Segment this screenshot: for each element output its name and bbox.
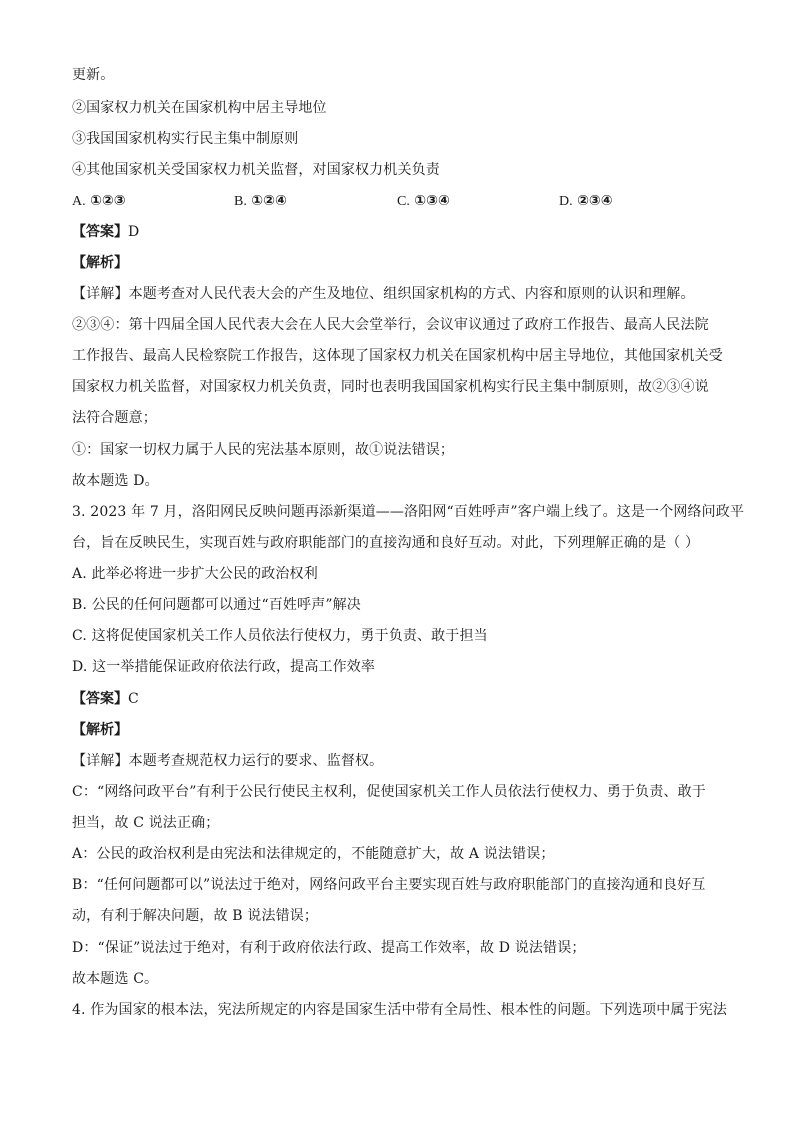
q3-detail-line: A：公民的政治权利是由宪法和法律规定的，不能随意扩大，故 A 说法错误； — [72, 846, 555, 862]
q3-detail-line: D：“保证”说法过于绝对，有利于政府依法行政、提高工作效率，故 D 说法错误； — [72, 940, 586, 956]
option-numbers: ①②③ — [90, 193, 126, 209]
q2-analysis-tag — [72, 253, 128, 273]
q2-options — [72, 191, 722, 211]
q2-detail-line: 工作报告、最高人民检察院工作报告，这体现了国家权力机关在国家机构中居主导地位，其他国家机关受 — [72, 348, 723, 364]
statement-4: ④其他国家机关受国家权力机关监督，对国家权力机关负责 — [72, 162, 440, 178]
q3-option-c[interactable]: C. 这将促使国家机关工作人员依法行使权力，勇于负责、敢于担当 — [72, 628, 488, 644]
option-letter: D. — [559, 194, 573, 209]
q3-detail-line: 担当，故 C 说法正确； — [72, 815, 220, 831]
answer-tag: 【答案】 — [72, 691, 128, 707]
q3-detail-line: 动，有利于解决问题，故 B 说法错误； — [72, 908, 319, 924]
q2-detail-line: ①：国家一切权力属于人民的宪法基本原则，故①说法错误； — [72, 442, 455, 458]
q2-detail-line: ②③④：第十四届全国人民代表大会在人民大会堂举行，会议审议通过了政府工作报告、最高人民法院 — [72, 317, 709, 333]
text-line: 更新。 — [72, 67, 115, 83]
q3-analysis-tag — [72, 720, 128, 740]
q3-stem: 3. 2023 年 7 月，洛阳网民反映问题再添新渠道——洛阳网“百姓呼声”客户端上线了。这是一个网络问政平 — [72, 504, 745, 520]
answer-value: C — [128, 691, 139, 707]
q3-option-d[interactable]: D. 这一举措能保证政府依法行政，提高工作效率 — [72, 659, 376, 675]
q2-option-b[interactable] — [234, 191, 287, 212]
q2-option-d[interactable] — [559, 191, 613, 212]
q2-detail-line: 国家权力机关监督，对国家权力机关负责，同时也表明我国国家机构实行民主集中制原则，故②③④说 — [72, 379, 709, 395]
q3-option-b[interactable]: B. 公民的任何问题都可以通过“百姓呼声”解决 — [72, 597, 361, 613]
statement-2: ②国家权力机关在国家机构中居主导地位 — [72, 100, 327, 116]
q4-stem: 4. 作为国家的根本法，宪法所规定的内容是国家生活中带有全局性、根本性的问题。下列选项中属于宪法 — [72, 1002, 728, 1018]
q2-answer — [72, 222, 139, 242]
q3-detail-line: B：“任何问题都可以”说法过于绝对，网络问政平台主要实现百姓与政府职能部门的直接沟通和良好互 — [72, 877, 706, 893]
analysis-tag: 【解析】 — [72, 255, 128, 271]
answer-tag: 【答案】 — [72, 224, 128, 240]
q3-option-a[interactable]: A. 此举必将进一步扩大公民的政治权利 — [72, 566, 318, 582]
q2-detail-line: 【详解】本题考查对人民代表大会的产生及地位、组织国家机构的方式、内容和原则的认识和理解。 — [72, 286, 695, 302]
q3-conclusion: 故本题选 C。 — [72, 971, 159, 987]
q2-option-c[interactable] — [397, 191, 450, 212]
q2-conclusion: 故本题选 D。 — [72, 473, 159, 489]
q3-stem: 台，旨在反映民生，实现百姓与政府职能部门的直接沟通和良好互动。对此，下列理解正确的是（ ） — [72, 535, 700, 551]
analysis-tag: 【解析】 — [72, 722, 128, 738]
option-letter: A. — [72, 194, 86, 209]
q3-answer — [72, 689, 139, 709]
q2-option-a[interactable] — [72, 191, 126, 212]
option-letter: B. — [234, 194, 247, 209]
option-numbers: ①②④ — [251, 193, 287, 209]
q3-detail-line: 【详解】本题考查规范权力运行的要求、监督权。 — [72, 753, 384, 769]
option-numbers: ②③④ — [577, 193, 613, 209]
answer-value: D — [128, 224, 140, 240]
q2-detail-line: 法符合题意； — [72, 410, 157, 426]
q3-detail-line: C：“网络问政平台”有利于公民行使民主权利，促使国家机关工作人员依法行使权力、勇于负责、敢于 — [72, 784, 706, 800]
option-numbers: ①③④ — [414, 193, 450, 209]
statement-3: ③我国国家机构实行民主集中制原则 — [72, 131, 299, 147]
option-letter: C. — [397, 194, 410, 209]
